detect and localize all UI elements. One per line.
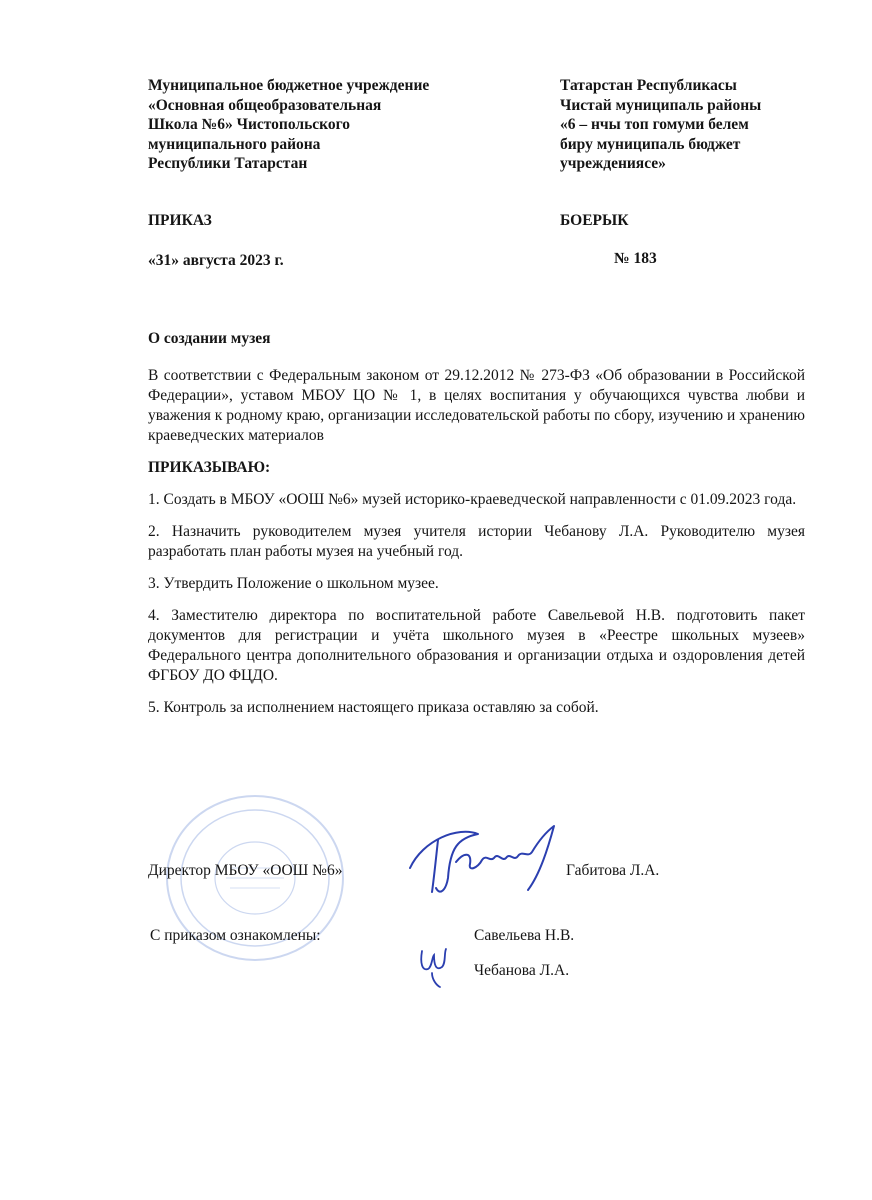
order-word: ПРИКАЗЫВАЮ: — [148, 459, 271, 476]
order-number: № 183 — [614, 250, 657, 267]
preamble-paragraph: В соответствии с Федеральным законом от 29.12.2012 № 273-ФЗ «Об образовании в Российской Федерации», уставом МБОУ ЦО № 1, в целях воспитания у обучающихся чувства любви и уважения к родному краю, организации исследовательской работы по сбору, изучению и хранению краеведческих материалов — [148, 367, 805, 444]
order-item: 3. Утвердить Положение о школьном музее. — [148, 575, 439, 592]
director-signature — [398, 818, 568, 898]
header-right-line: «6 – нчы топ гомуми белем — [560, 116, 749, 133]
order-body — [148, 366, 805, 730]
header-left-line: «Основная общеобразовательная — [148, 96, 382, 114]
header-right-line: Чистай муниципаль районы — [560, 96, 762, 114]
order-title-tt: БОЕРЫК — [560, 212, 629, 229]
header-left-line: Республики Татарстан — [148, 155, 308, 172]
director-title: Директор МБОУ «ООШ №6» — [148, 862, 343, 879]
order-subject: О создании музея — [148, 330, 271, 347]
header-right-line: Татарстан Республикасы — [560, 77, 737, 94]
institution-name-tt — [560, 76, 820, 174]
header-left-line: Школа №6» Чистопольского — [148, 116, 351, 133]
order-date: «31» августа 2023 г. — [148, 252, 284, 269]
institution-name-ru — [148, 76, 488, 174]
header-right-line: биру муниципаль бюджет — [560, 135, 741, 153]
director-name: Габитова Л.А. — [566, 862, 660, 879]
acknowledged-name: Чебанова Л.А. — [474, 962, 570, 979]
header-left-line: муниципального района — [148, 135, 321, 153]
order-title-ru: ПРИКАЗ — [148, 212, 212, 229]
order-item: 5. Контроль за исполнением настоящего приказа оставляю за собой. — [148, 699, 599, 716]
order-item: 2. Назначить руководителем музея учителя истории Чебанову Л.А. Руководителю музея разработать план работы музея на учебный год. — [148, 523, 805, 560]
acknowledgement-label: С приказом ознакомлены: — [150, 927, 321, 944]
order-item: 4. Заместителю директора по воспитательной работе Савельевой Н.В. подготовить пакет документов для регистрации и учёта школьного музея в «Реестре школьных музеев» Федерального центра дополнительного образования и организации отдыха и оздоровления детей ФГБОУ ДО ФЦДО. — [148, 607, 805, 684]
order-item: 1. Создать в МБОУ «ООШ №6» музей историко-краеведческой направленности с 01.09.2023 года. — [148, 491, 797, 508]
header-right-line: учреждениясе» — [560, 155, 666, 172]
acknowledged-name: Савельева Н.В. — [474, 927, 575, 944]
header-left-line: Муниципальное бюджетное учреждение — [148, 77, 430, 94]
acknowledgement-signature — [414, 945, 454, 990]
